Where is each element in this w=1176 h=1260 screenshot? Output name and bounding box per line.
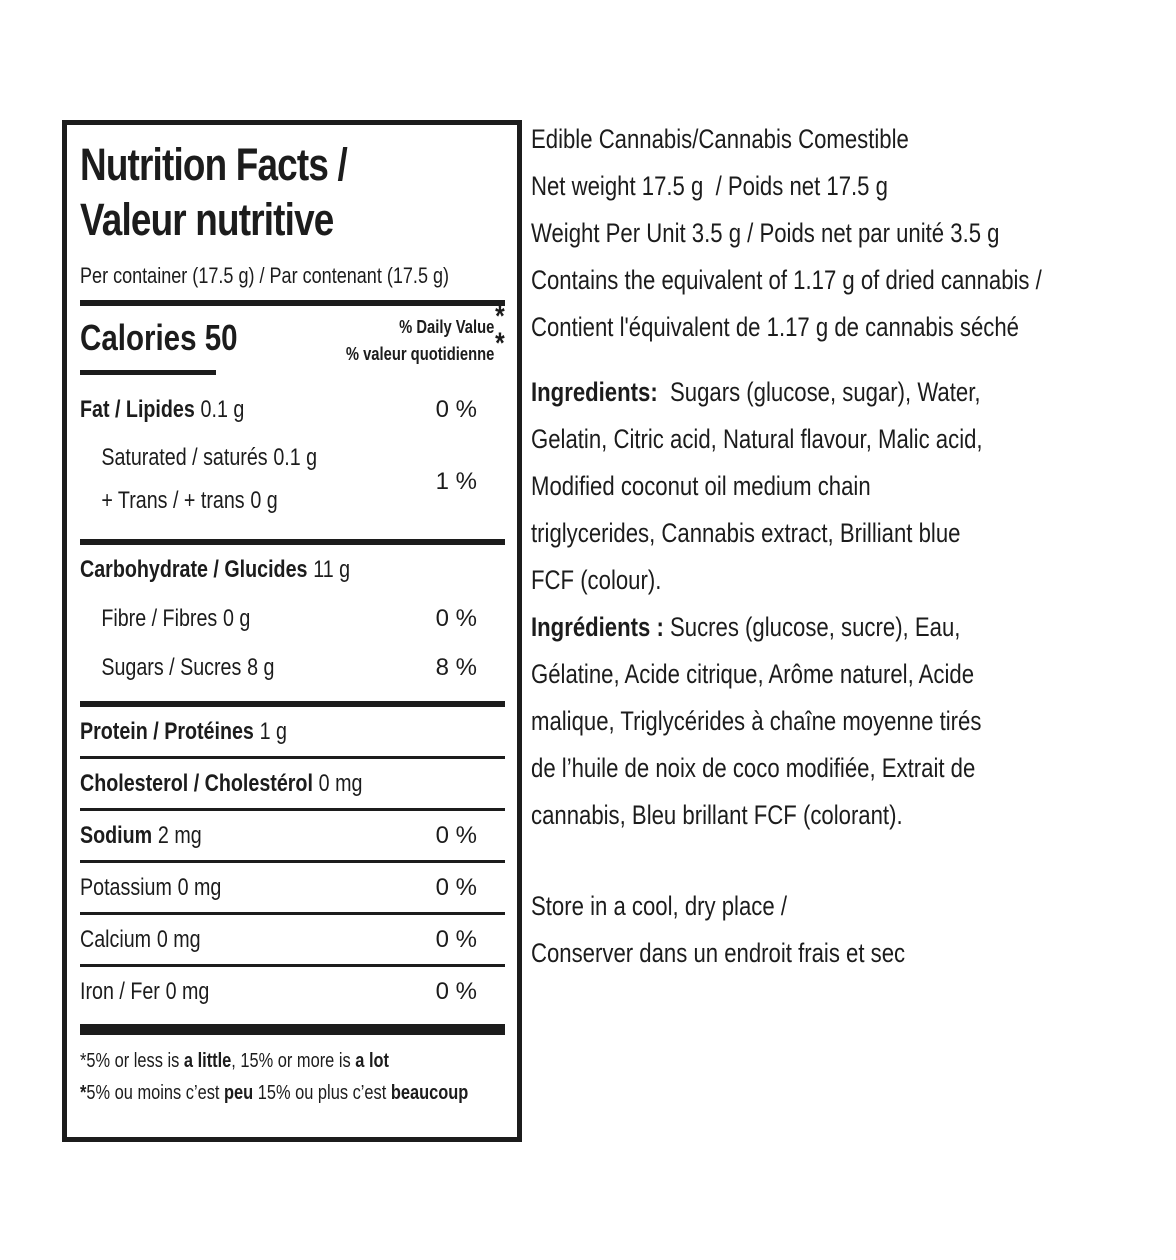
storage-instructions [531, 883, 1151, 977]
daily-value-header-fr: % valeur quotidienne* [346, 327, 505, 364]
calories-underline [80, 370, 216, 375]
nutrient-row-protein: Protein / Protéines 1 g [80, 718, 287, 745]
nutrient-row-carbohydrate: Carbohydrate / Glucides 11 g [80, 556, 351, 583]
footnote-en: *5% or less is a little, 15% or more is a lot [80, 1050, 389, 1072]
nutrient-row-fibre: Fibre / Fibres 0 g 0 % [101, 605, 477, 632]
divider-bar [80, 1024, 505, 1035]
nutrition-facts-panel [62, 120, 522, 1142]
product-info [531, 116, 1151, 351]
nutrient-row-sodium: Sodium 2 mg 0 % [80, 822, 477, 849]
nutrient-row-calcium: Calcium 0 mg 0 % [80, 926, 477, 953]
dv-percent: 0 % [435, 926, 477, 953]
panel-title-fr: Valeur nutritive [80, 194, 334, 245]
calories-value: Calories 50 [80, 317, 238, 358]
ingredients-en: Ingredients: Sugars (glucose, sugar), Water, Gelatin, Citric acid, Natural flavour, Malic acid, Modified coconut oil medium chain triglycerides, Cannabis extract, Brilliant blue FCF (colour). [531, 377, 983, 595]
equivalency-fr: Contient l'équivalent de 1.17 g de cannabis séché [531, 312, 1019, 342]
nutrient-row-saturated-trans: Saturated / saturés 0.1 g + Trans / + trans 0 g 1 % [101, 444, 477, 514]
nutrient-row-cholesterol: Cholesterol / Cholestérol 0 mg [80, 770, 363, 797]
weight-per-unit: Weight Per Unit 3.5 g / Poids net par unité 3.5 g [531, 218, 1000, 248]
dv-percent: 0 % [435, 874, 477, 901]
serving-size: Per container (17.5 g) / Par contenant (17.5 g) [80, 263, 450, 288]
ingredients-fr: Ingrédients : Sucres (glucose, sucre), Eau, Gélatine, Acide citrique, Arôme naturel, Acide malique, Triglycérides à chaîne moyenne tirés de l’huile de noix de coco modifiée, Extrait de cannabis, Bleu brillant FCF (colorant). [531, 612, 982, 830]
nutrient-row-fat: Fat / Lipides 0.1 g 0 % [80, 396, 477, 423]
dv-percent: 0 % [435, 605, 477, 632]
dv-percent: 0 % [435, 978, 477, 1005]
calories-section [80, 300, 505, 385]
daily-value-header-en: % Daily Value* [399, 300, 505, 337]
nutrient-row-potassium: Potassium 0 mg 0 % [80, 874, 477, 901]
panel-title [80, 137, 505, 247]
equivalency-en: Contains the equivalent of 1.17 g of dried cannabis / [531, 265, 1042, 295]
dv-percent: 0 % [435, 396, 477, 423]
ingredients-fr-label: Ingrédients : [531, 612, 664, 642]
dv-percent: 0 % [435, 822, 477, 849]
ingredients-en-label: Ingredients: [531, 377, 658, 407]
panel-title-en: Nutrition Facts / [80, 139, 347, 190]
right-column [531, 116, 1151, 977]
footnote-fr: *5% ou moins c’est peu 15% ou plus c’est beaucoup [80, 1082, 469, 1104]
nutrient-row-iron: Iron / Fer 0 mg 0 % [80, 978, 477, 1005]
dv-percent: 1 % [435, 468, 477, 495]
nutrient-row-sugars: Sugars / Sucres 8 g 8 % [101, 654, 477, 681]
daily-value-header [311, 300, 505, 368]
product-name: Edible Cannabis/Cannabis Comestible [531, 124, 909, 154]
dv-percent: 8 % [435, 654, 477, 681]
storage-fr: Conserver dans un endroit frais et sec [531, 938, 906, 968]
net-weight: Net weight 17.5 g / Poids net 17.5 g [531, 171, 888, 201]
footnote [80, 1045, 505, 1109]
storage-en: Store in a cool, dry place / [531, 891, 787, 921]
